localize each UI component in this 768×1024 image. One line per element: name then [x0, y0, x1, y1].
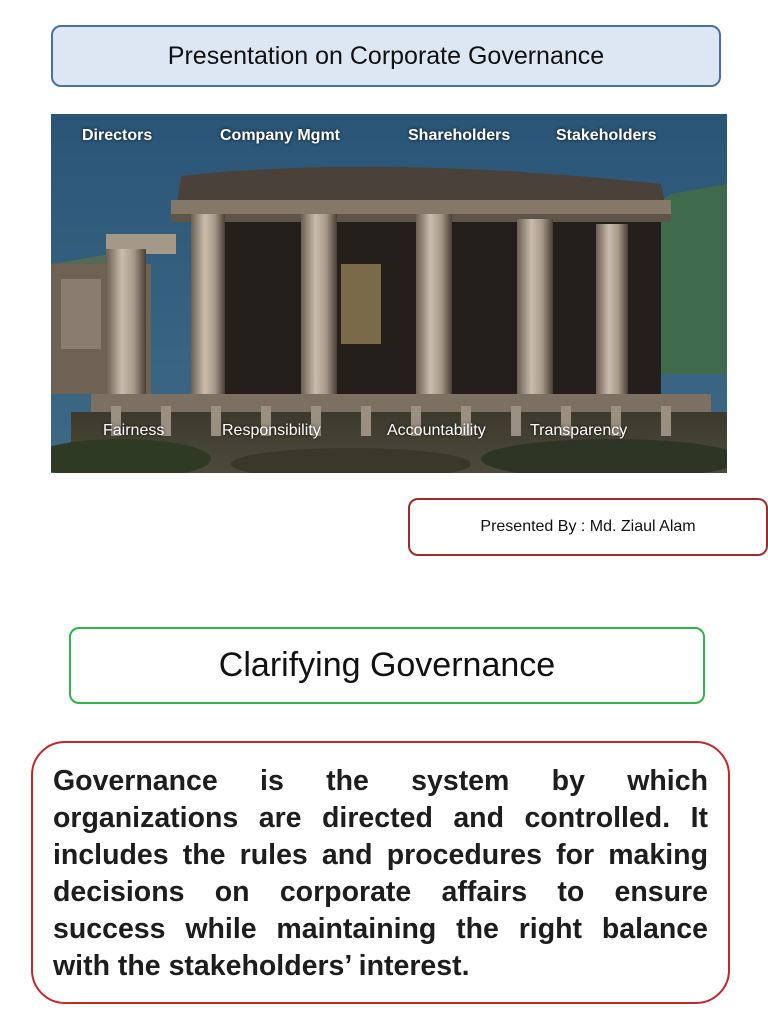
section-heading: Clarifying Governance [69, 627, 705, 704]
definition-text: Governance is the system by which organizations are directed and controlled. It includes the rules and procedures for making decisions on corporate affairs to ensure success while maintaining the right balance with the stakeholders’ interest. [53, 765, 708, 982]
definition-box [31, 741, 730, 1004]
temple-illustration [51, 114, 727, 473]
label-accountability: Accountability [387, 422, 486, 439]
label-fairness: Fairness [103, 422, 165, 439]
presentation-title: Presentation on Corporate Governance [51, 25, 721, 87]
label-directors: Directors [82, 127, 153, 144]
presenter-credit: Presented By : Md. Ziaul Alam [408, 498, 768, 556]
label-company-mgmt: Company Mgmt [220, 127, 340, 144]
temple-image [51, 114, 727, 473]
label-responsibility: Responsibility [222, 422, 321, 439]
label-shareholders: Shareholders [408, 127, 511, 144]
label-stakeholders: Stakeholders [556, 127, 657, 144]
label-transparency: Transparency [530, 422, 628, 439]
